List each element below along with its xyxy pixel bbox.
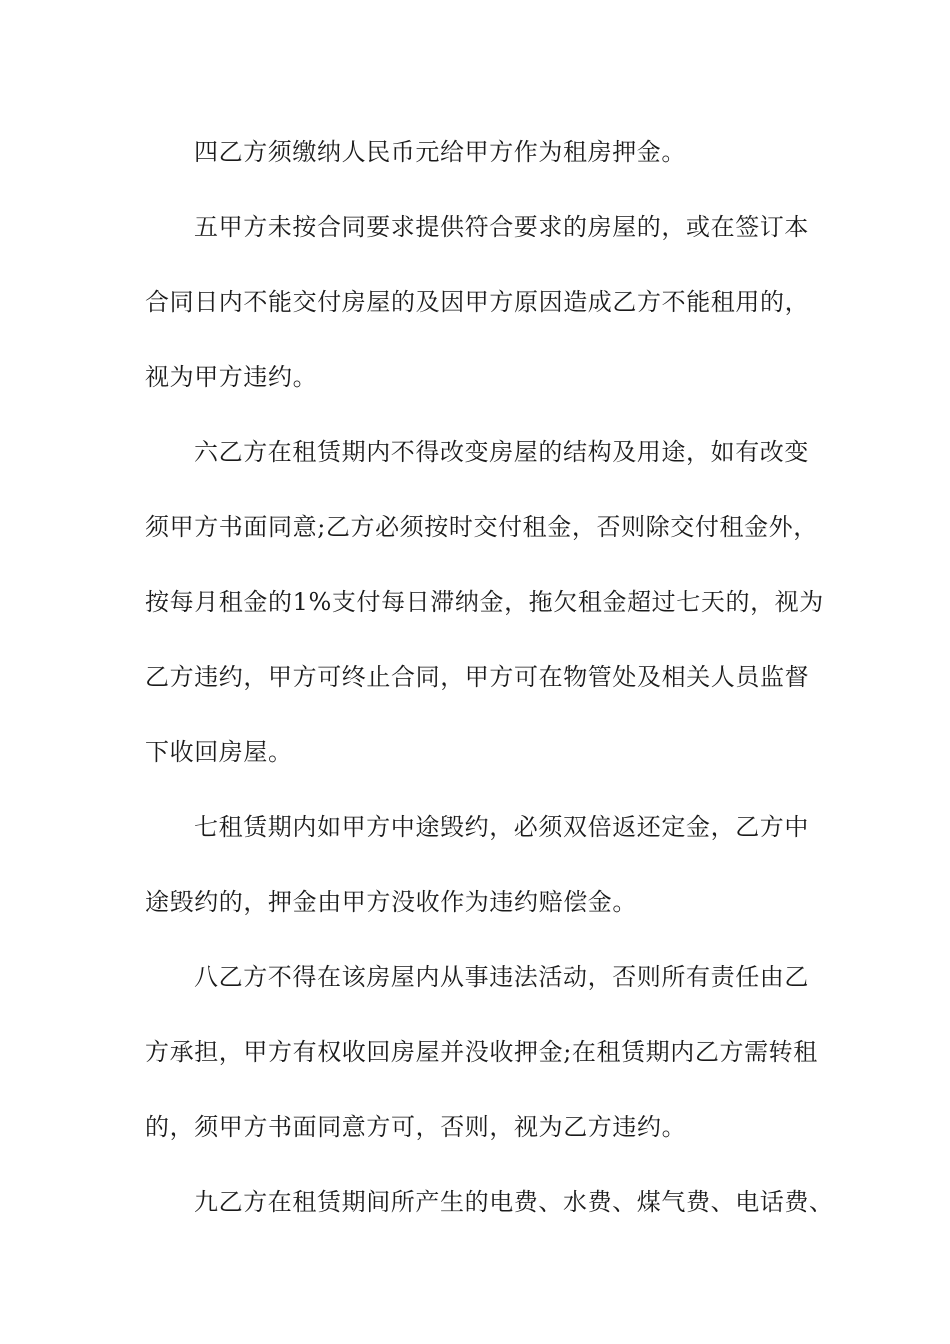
clause-7-line-2: 途毁约的，押金由甲方没收作为违约赔偿金。	[145, 888, 637, 916]
clause-8-line-1: 八乙方不得在该房屋内从事违法活动，否则所有责任由乙	[194, 963, 809, 991]
clause-6-line-2: 须甲方书面同意;乙方必须按时交付租金，否则除交付租金外，	[145, 513, 818, 541]
clause-6-line-5: 下收回房屋。	[145, 738, 293, 766]
clause-8-line-3: 的，须甲方书面同意方可，否则，视为乙方违约。	[145, 1113, 687, 1141]
clause-6-line-1: 六乙方在租赁期内不得改变房屋的结构及用途，如有改变	[194, 438, 809, 466]
clause-4-line-1: 四乙方须缴纳人民币元给甲方作为租房押金。	[194, 138, 686, 166]
contract-text	[145, 128, 845, 1253]
clause-6-line-3: 按每月租金的1%支付每日滞纳金，拖欠租金超过七天的，视为	[145, 588, 824, 616]
clause-5-line-3: 视为甲方违约。	[145, 363, 318, 391]
clause-5-line-2: 合同日内不能交付房屋的及因甲方原因造成乙方不能租用的，	[145, 288, 810, 316]
clause-9-line-1: 九乙方在租赁期间所产生的电费、水费、煤气费、电话费、	[194, 1188, 834, 1216]
clause-5-line-1: 五甲方未按合同要求提供符合要求的房屋的，或在签订本	[194, 213, 809, 241]
clause-7-line-1: 七租赁期内如甲方中途毁约，必须双倍返还定金，乙方中	[194, 813, 809, 841]
clause-6-line-4: 乙方违约，甲方可终止合同，甲方可在物管处及相关人员监督	[145, 663, 810, 691]
clause-8-line-2: 方承担，甲方有权收回房屋并没收押金;在租赁期内乙方需转租	[145, 1038, 818, 1066]
